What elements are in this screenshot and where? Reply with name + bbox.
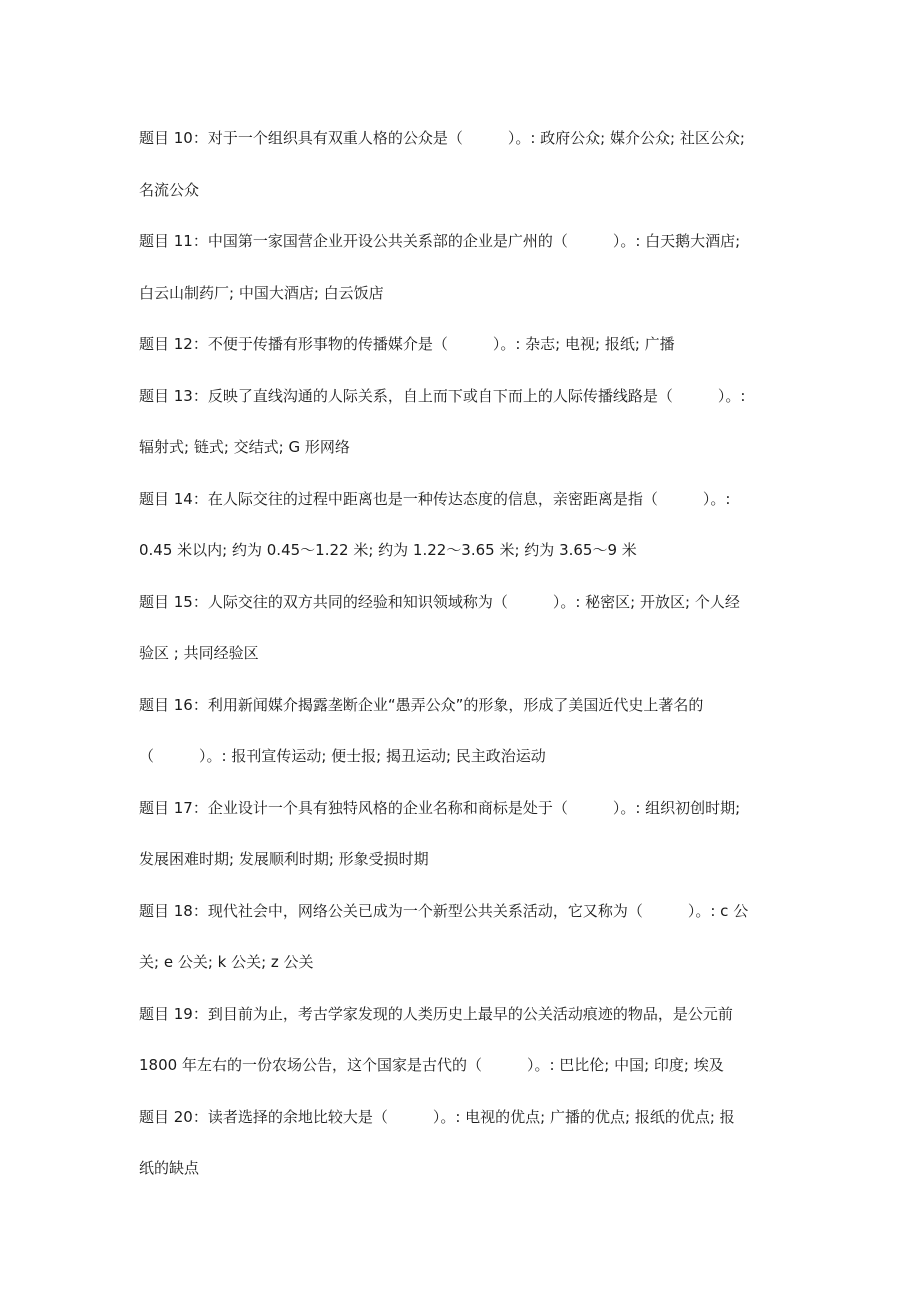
question-text-line: （ ）。: 报刊宣传运动; 便士报; 揭丑运动; 民主政治运动 — [139, 747, 546, 765]
question-text-line: 白云山制药厂; 中国大酒店; 白云饭店 — [139, 283, 384, 302]
question-text-line: 题目 14：在人际交往的过程中距离也是一种传达态度的信息，亲密距离是指（ ）。: — [139, 489, 731, 508]
question-13 — [139, 376, 789, 479]
question-text-line: 名流公众 — [139, 180, 200, 199]
question-20 — [139, 1097, 789, 1200]
question-text-line: 题目 18：现代社会中，网络公关已成为一个新型公共关系活动，它又称为（ ）。: c 公 — [139, 901, 749, 920]
question-14 — [139, 479, 789, 582]
question-10 — [139, 118, 789, 221]
question-12 — [139, 324, 789, 376]
question-text-line: 纸的缺点 — [139, 1159, 200, 1177]
question-18 — [139, 891, 789, 994]
question-text-line: 1800 年左右的一份农场公告，这个国家是古代的（ ）。: 巴比伦; 中国; 印度; 埃及 — [139, 1056, 724, 1074]
question-text-line: 关; e 公关; k 公关; z 公关 — [139, 953, 314, 971]
question-text-line: 题目 10：对于一个组织具有双重人格的公众是（ ）。: 政府公众; 媒介公众; 社区公众; — [139, 129, 745, 147]
question-text-line: 题目 15：人际交往的双方共同的经验和知识领域称为（ ）。: 秘密区; 开放区; 个人经 — [139, 592, 740, 611]
question-text-line: 题目 16：利用新闻媒介揭露垄断企业“愚弄公众”的形象，形成了美国近代史上著名的 — [139, 695, 704, 714]
question-text-line: 发展困难时期; 发展顺利时期; 形象受损时期 — [139, 850, 429, 868]
question-text-line: 辐射式; 链式; 交结式; G 形网络 — [139, 438, 350, 456]
question-text-line: 0.45 米以内; 约为 0.45～1.22 米; 约为 1.22～3.65 米; 约为 3.65～9 米 — [139, 541, 637, 559]
question-15 — [139, 582, 789, 685]
question-text-line: 题目 13：反映了直线沟通的人际关系，自上而下或自下而上的人际传播线路是（ ）。: — [139, 386, 746, 405]
question-text-line: 题目 17：企业设计一个具有独特风格的企业名称和商标是处于（ ）。: 组织初创时期; — [139, 798, 741, 817]
question-16 — [139, 685, 789, 788]
question-11 — [139, 221, 789, 324]
question-17 — [139, 788, 789, 891]
question-text-line: 题目 20：读者选择的余地比较大是（ ）。: 电视的优点; 广播的优点; 报纸的优点; 报 — [139, 1107, 735, 1126]
question-19 — [139, 994, 789, 1097]
question-text-line: 题目 19：到目前为止，考古学家发现的人类历史上最早的公关活动痕迹的物品，是公元前 — [139, 1004, 733, 1023]
question-text-line: 题目 12：不便于传播有形事物的传播媒介是（ ）。: 杂志; 电视; 报纸; 广播 — [139, 335, 675, 353]
question-text-line: 验区 ; 共同经验区 — [139, 644, 259, 662]
question-text-line: 题目 11：中国第一家国营企业开设公共关系部的企业是广州的（ ）。: 白天鹅大酒店; — [139, 232, 741, 250]
question-list — [139, 118, 789, 1200]
